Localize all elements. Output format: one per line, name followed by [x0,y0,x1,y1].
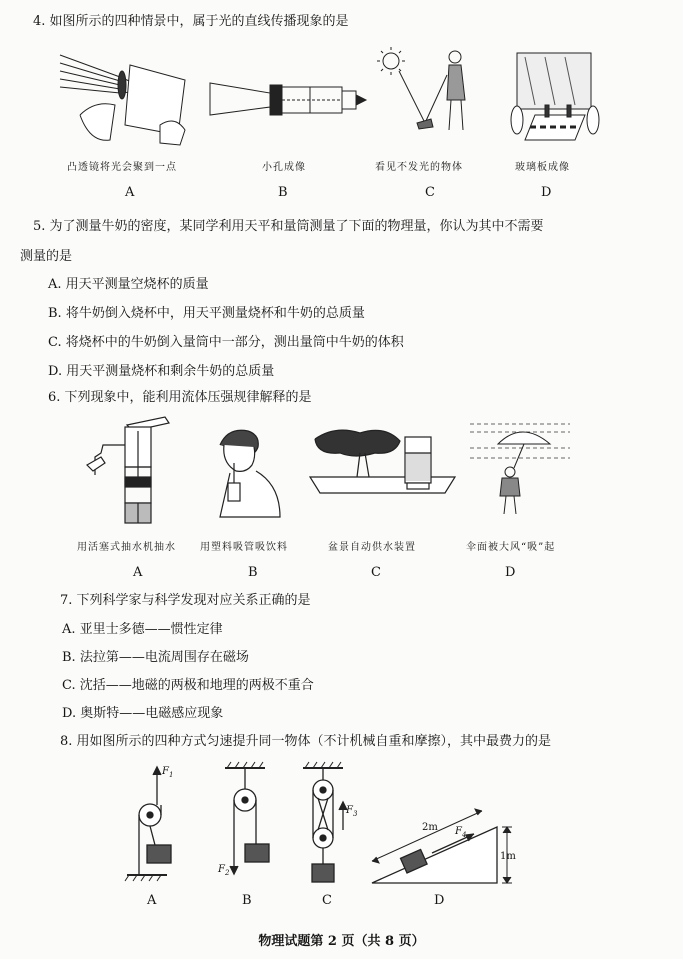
pulley-block-diagram [298,760,358,890]
q6-caption-c: 盆景自动供水装置 [328,542,416,553]
force-symbol: F [346,805,353,816]
q8-label-a: A [147,893,157,908]
q6-stem: 6. 下列现象中，能利用流体压强规律解释的是 [48,390,312,405]
inclined-plane-diagram [362,785,532,890]
q6-figure-b-straw [210,425,290,520]
q6-figure-a-pump [85,415,185,525]
q4-figure-d-glass-plate [505,45,605,145]
convex-lens-illustration [60,45,190,145]
q5-option-a: A. 用天平测量空烧杯的质量 [48,277,209,292]
q6-caption-d: 伞面被大风“吸”起 [466,542,556,553]
q4-stem: 4. 如图所示的四种情景中，属于光的直线传播现象的是 [33,14,349,29]
bonsai-water-device-illustration [305,425,465,500]
q8-label-b: B [242,893,252,908]
q6-figure-c-bonsai [305,425,465,500]
q7-option-a: A. 亚里士多德——惯性定律 [62,622,223,637]
q4-caption-a: 凸透镜将光会聚到一点 [67,162,177,173]
q8-figure-a-movable-pulley [125,765,185,890]
q6-label-c: C [371,565,381,580]
q4-caption-d: 玻璃板成像 [515,162,570,173]
q8-force-label-a [162,766,173,779]
q7-option-d: D. 奥斯特——电磁感应现象 [62,706,224,721]
q6-label-b: B [248,565,258,580]
q8-figure-d-incline [362,785,532,890]
force-symbol: F [218,864,225,875]
q4-figure-a-lens [60,45,190,145]
fixed-pulley-diagram [215,760,285,880]
q4-caption-b: 小孔成像 [262,162,306,173]
q5-stem-line1: 5. 为了测量牛奶的密度，某同学利用天平和量筒测量了下面的物理量，你认为其中不需要 [33,219,544,234]
q8-force-label-d [455,826,466,839]
umbrella-wind-illustration [470,418,580,518]
q5-option-c: C. 将烧杯中的牛奶倒入量筒中一部分，测出量筒中牛奶的体积 [48,335,404,350]
q6-figure-d-umbrella [470,418,580,518]
force-subscript: 2 [224,869,230,877]
sun-reflection-illustration [375,45,485,145]
force-subscript: 4 [461,831,467,839]
force-symbol: F [162,766,169,777]
force-subscript: 1 [168,771,174,779]
pinhole-camera-illustration [210,75,370,120]
q8-force-label-c [346,805,357,818]
q5-option-d: D. 用天平测量烧杯和剩余牛奶的总质量 [48,364,275,379]
q4-label-c: C [425,185,435,200]
q8-label-d: D [434,893,445,908]
q5-stem-line2: 测量的是 [20,249,73,264]
q8-height: 1m [500,851,516,862]
piston-pump-illustration [85,415,185,525]
q8-slope-length: 2m [422,822,438,833]
q8-stem: 8. 用如图所示的四种方式匀速提升同一物体（不计机械自重和摩擦），其中最费力的是 [60,734,552,749]
q6-label-a: A [133,565,143,580]
q4-label-d: D [541,185,552,200]
glass-plate-illustration [505,45,605,145]
movable-pulley-diagram [125,765,185,890]
q4-label-b: B [278,185,288,200]
q6-caption-b: 用塑料吸管吸饮料 [200,542,288,553]
q5-option-b: B. 将牛奶倒入烧杯中，用天平测量烧杯和牛奶的总质量 [48,306,365,321]
q4-figure-b-pinhole [210,75,370,120]
force-symbol: F [455,826,462,837]
q6-label-d: D [505,565,516,580]
force-subscript: 3 [352,810,358,818]
q7-option-c: C. 沈括——地磁的两极和地理的两极不重合 [62,678,314,693]
q6-caption-a: 用活塞式抽水机抽水 [77,542,176,553]
q8-label-c: C [322,893,332,908]
q4-figure-c-reflection [375,45,485,145]
q8-figure-b-fixed-pulley [215,760,285,880]
boy-drinking-illustration [210,425,290,520]
q7-option-b: B. 法拉第——电流周围存在磁场 [62,650,249,665]
q4-caption-c: 看见不发光的物体 [375,162,463,173]
q8-figure-c-pulley-block [298,760,358,890]
q4-label-a: A [125,185,135,200]
page-footer: 物理试题第 2 页（共 8 页） [258,934,425,949]
q7-stem: 7. 下列科学家与科学发现对应关系正确的是 [60,593,311,608]
q8-force-label-b [218,864,229,877]
